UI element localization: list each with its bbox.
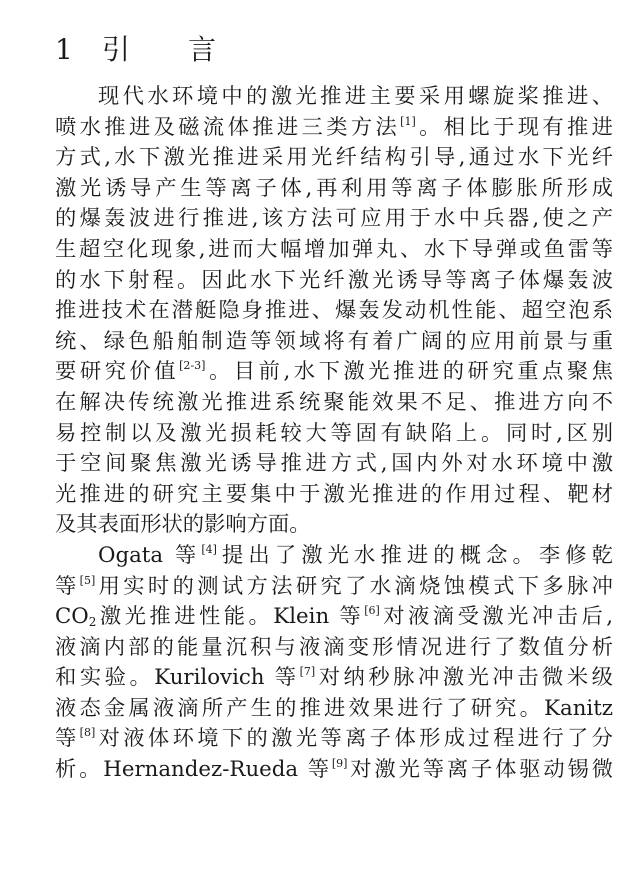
subscript: 2: [88, 615, 97, 630]
citation-ref: [6]: [364, 604, 380, 618]
line-text: 。相比于现有推进: [415, 114, 613, 140]
paragraph-line: [55, 755, 613, 786]
paragraph-line: 方式,水下激光推进采用光纤结构引导,通过水下光纤: [55, 145, 613, 171]
paragraph-line: [55, 113, 613, 144]
citation-ref: [8]: [79, 726, 96, 740]
paragraph-line: 的爆轰波进行推进,该方法可应用于水中兵器,使之产: [55, 206, 613, 232]
paragraph-line: [55, 602, 613, 633]
line-text: 等: [55, 573, 80, 599]
paragraph-line: 及其表面形状的影响方面。: [55, 512, 311, 538]
paragraph-line: [55, 572, 613, 603]
citation-ref: [7]: [299, 665, 316, 679]
citation-ref: [4]: [201, 542, 217, 556]
document-page: [55, 28, 613, 786]
paragraph-line: 于空间聚焦激光诱导推进方式,国内外对水环境中激: [55, 451, 613, 477]
section-heading: [55, 28, 613, 72]
paragraph-line: 统、绿色船舶制造等领域将有着广阔的应用前景与重: [55, 328, 613, 354]
paragraph-line: 液滴内部的能量沉积与液滴变形情况进行了数值分析: [55, 634, 613, 660]
line-text: 等: [55, 726, 80, 752]
section-title: 引言: [102, 33, 275, 66]
line-text: CO: [55, 604, 89, 630]
section-number: 1: [55, 33, 73, 66]
line-text: 对纳秒脉冲激光冲击微米级: [315, 665, 613, 691]
paragraph-line: 推进技术在潜艇隐身推进、爆轰发动机性能、超空泡系: [55, 298, 613, 324]
paragraph-1: [55, 82, 613, 541]
line-text: 和实验。Kurilovich 等: [55, 665, 300, 691]
line-text: 激光推进性能。Klein 等: [96, 604, 365, 630]
line-text: 。目前,水下激光推进的研究重点聚焦: [205, 359, 613, 385]
citation-ref: [1]: [400, 114, 416, 128]
paragraph-line: 在解决传统激光推进系统聚能效果不足、推进方向不: [55, 389, 613, 415]
line-text: 用实时的测试方法研究了水滴烧蚀模式下多脉冲: [95, 573, 613, 599]
paragraph-line: 易控制以及激光损耗较大等固有缺陷上。同时,区别: [55, 420, 613, 446]
citation-ref: [2-3]: [179, 359, 206, 373]
line-text: 要研究价值: [55, 359, 180, 385]
line-text: 析。Hernandez-Rueda 等: [55, 757, 332, 783]
line-text: Ogata 等: [98, 542, 202, 568]
citation-ref: [9]: [331, 757, 348, 771]
line-text: 提出了激光水推进的概念。李修乾: [216, 542, 613, 568]
paragraph-line: 生超空化现象,进而大幅增加弹丸、水下导弹或鱼雷等: [55, 236, 613, 262]
paragraph-line: [55, 663, 613, 694]
paragraph-line: 现代水环境中的激光推进主要采用螺旋桨推进、: [98, 84, 613, 109]
citation-ref: [5]: [79, 573, 96, 587]
line-text: 对液滴受激光冲击后,: [379, 604, 613, 630]
paragraph-line: 液态金属液滴所产生的推进效果进行了研究。Kanitz: [55, 695, 613, 721]
paragraph-line: [55, 724, 613, 755]
paragraph-2: [55, 541, 613, 786]
paragraph-line: [55, 357, 613, 388]
paragraph-line: 光推进的研究主要集中于激光推进的作用过程、靶材: [55, 481, 613, 507]
line-text: 对液体环境下的激光等离子体形成过程进行了分: [95, 726, 613, 752]
line-text: 喷水推进及磁流体推进三类方法: [55, 114, 401, 140]
line-text: 对激光等离子体驱动锡微: [347, 757, 613, 783]
paragraph-line: 的水下射程。因此水下光纤激光诱导等离子体爆轰波: [55, 267, 613, 293]
paragraph-line: 激光诱导产生等离子体,再利用等离子体膨胀所形成: [55, 175, 613, 201]
paragraph-line: [55, 541, 613, 572]
